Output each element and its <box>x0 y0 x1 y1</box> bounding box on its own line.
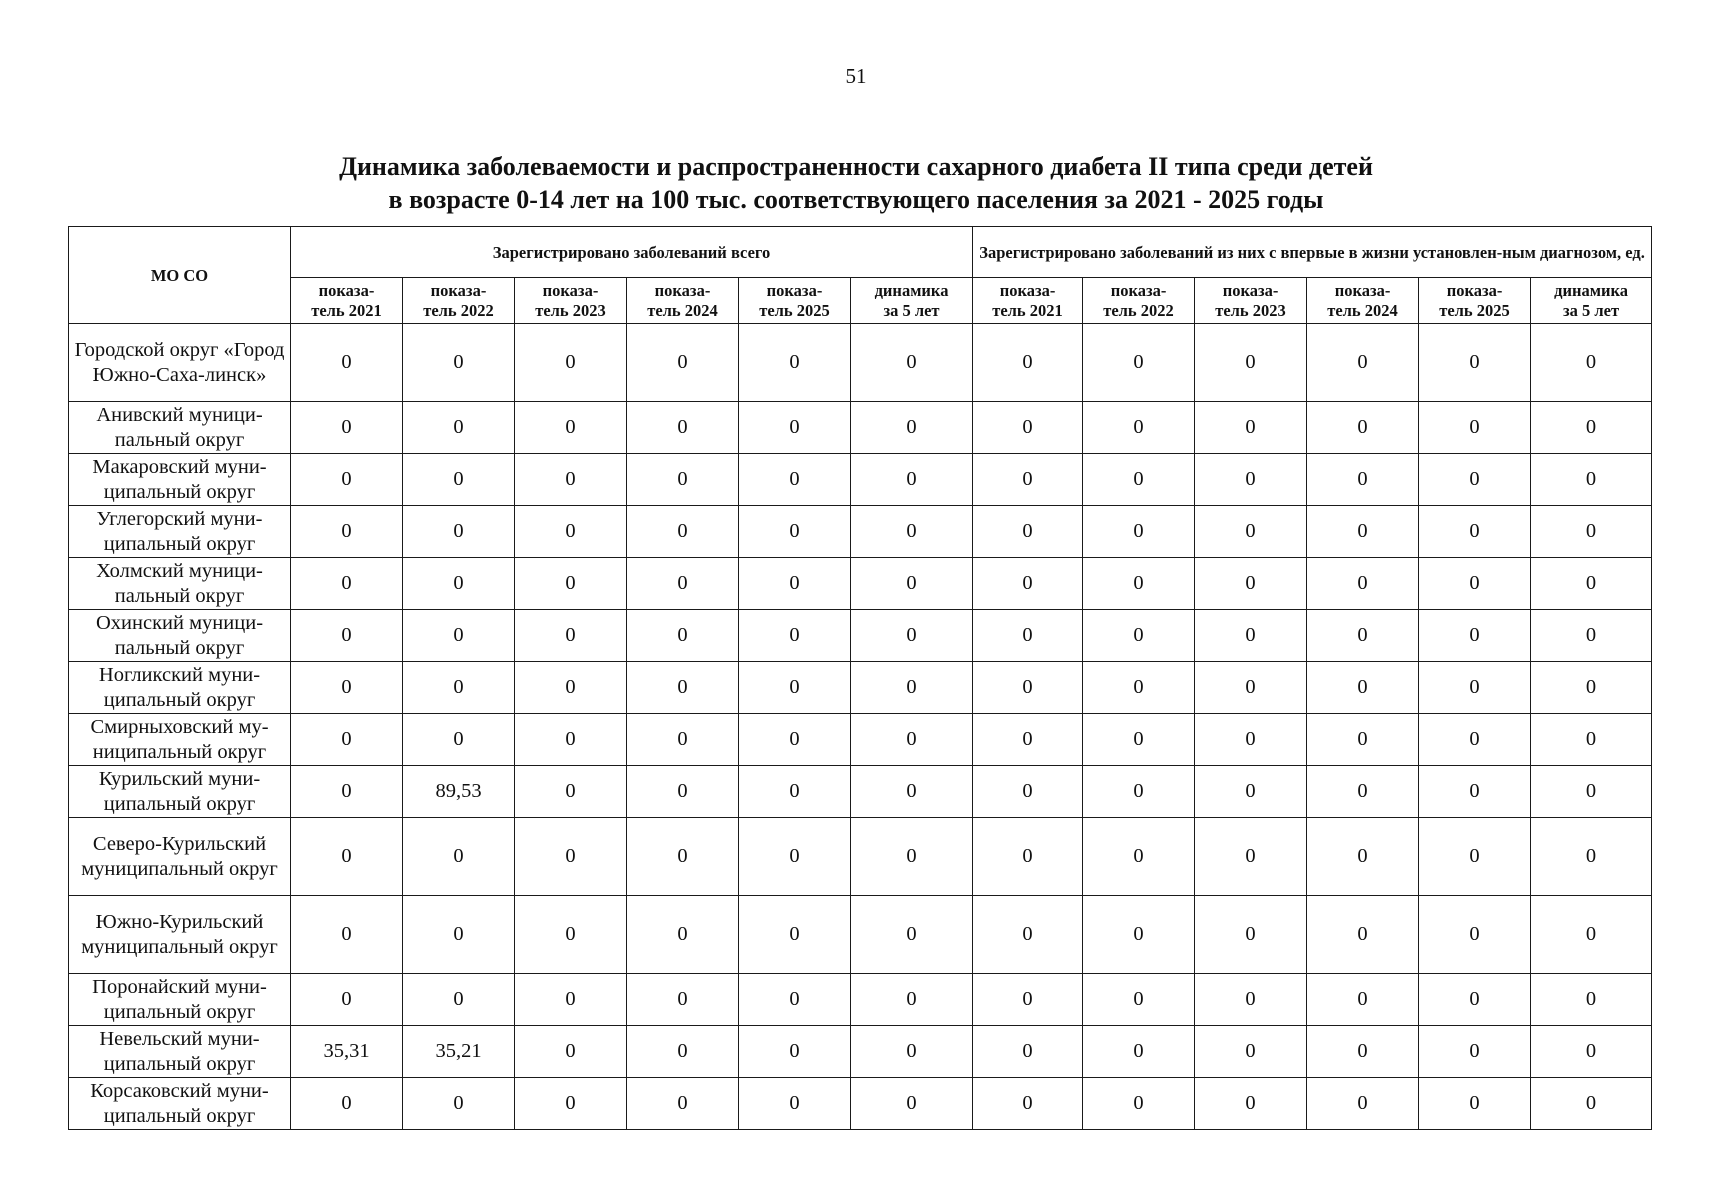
value-cell: 0 <box>515 974 627 1026</box>
value-cell: 0 <box>1083 402 1195 454</box>
value-cell: 0 <box>291 610 403 662</box>
table-row <box>69 558 1652 610</box>
value-cell: 0 <box>627 506 739 558</box>
table-row <box>69 506 1652 558</box>
value-cell: 0 <box>515 766 627 818</box>
value-cell: 0 <box>851 662 973 714</box>
value-cell: 0 <box>1307 662 1419 714</box>
column-header-line: за 5 лет <box>883 300 940 320</box>
value-cell: 0 <box>291 766 403 818</box>
value-cell: 0 <box>739 662 851 714</box>
value-cell: 0 <box>739 1078 851 1130</box>
value-cell: 0 <box>403 818 515 896</box>
value-cell: 0 <box>515 1026 627 1078</box>
column-header-indicator <box>403 278 515 324</box>
value-cell: 0 <box>515 896 627 974</box>
value-cell: 0 <box>1083 610 1195 662</box>
value-cell: 0 <box>851 714 973 766</box>
value-cell: 0 <box>627 324 739 402</box>
value-cell: 0 <box>973 896 1083 974</box>
value-cell: 0 <box>973 974 1083 1026</box>
value-cell: 0 <box>1419 818 1531 896</box>
column-header-mo: МО СО <box>69 227 291 324</box>
value-cell: 0 <box>1531 610 1652 662</box>
column-header-line: тель 2024 <box>647 300 718 320</box>
value-cell: 0 <box>1307 818 1419 896</box>
value-cell: 0 <box>1307 1078 1419 1130</box>
value-cell: 0 <box>627 896 739 974</box>
value-cell: 0 <box>291 662 403 714</box>
column-header-line: показа- <box>1446 280 1503 300</box>
value-cell: 0 <box>739 896 851 974</box>
value-cell: 0 <box>515 610 627 662</box>
region-name: Охинский муници-пальный округ <box>69 610 291 662</box>
column-header-indicator <box>1419 278 1531 324</box>
value-cell: 0 <box>1531 662 1652 714</box>
value-cell: 0 <box>973 1078 1083 1130</box>
value-cell: 0 <box>515 324 627 402</box>
value-cell: 0 <box>1307 558 1419 610</box>
value-cell: 0 <box>1531 506 1652 558</box>
table-row <box>69 714 1652 766</box>
value-cell: 0 <box>1083 818 1195 896</box>
value-cell: 0 <box>973 506 1083 558</box>
value-cell: 0 <box>291 818 403 896</box>
value-cell: 0 <box>739 766 851 818</box>
column-header-line: показа- <box>1110 280 1167 300</box>
value-cell: 0 <box>403 974 515 1026</box>
value-cell: 0 <box>1195 766 1307 818</box>
value-cell: 0 <box>291 1078 403 1130</box>
value-cell: 0 <box>1531 1078 1652 1130</box>
value-cell: 0 <box>1195 1026 1307 1078</box>
column-header-line: динамика <box>874 280 949 300</box>
value-cell: 0 <box>1083 558 1195 610</box>
value-cell: 0 <box>403 1078 515 1130</box>
value-cell: 0 <box>1419 896 1531 974</box>
value-cell: 0 <box>739 610 851 662</box>
value-cell: 89,53 <box>403 766 515 818</box>
value-cell: 0 <box>1419 506 1531 558</box>
group-header-total: Зарегистрировано заболеваний всего <box>291 227 973 278</box>
column-header-line: показа- <box>766 280 823 300</box>
value-cell: 0 <box>515 402 627 454</box>
column-header-indicator <box>739 278 851 324</box>
table-row <box>69 818 1652 896</box>
value-cell: 0 <box>1307 714 1419 766</box>
value-cell: 0 <box>1307 896 1419 974</box>
value-cell: 0 <box>1083 454 1195 506</box>
value-cell: 0 <box>1307 454 1419 506</box>
column-header-line: тель 2023 <box>535 300 606 320</box>
value-cell: 0 <box>1195 974 1307 1026</box>
value-cell: 0 <box>1195 662 1307 714</box>
title-line-2: в возрасте 0-14 лет на 100 тыс. соответствующего паселения за 2021 - 2025 годы <box>388 185 1324 214</box>
value-cell: 0 <box>739 558 851 610</box>
column-header-line: показа- <box>1222 280 1279 300</box>
value-cell: 0 <box>515 506 627 558</box>
value-cell: 0 <box>627 818 739 896</box>
value-cell: 0 <box>291 558 403 610</box>
value-cell: 0 <box>627 662 739 714</box>
value-cell: 0 <box>291 402 403 454</box>
value-cell: 0 <box>627 402 739 454</box>
value-cell: 0 <box>1195 714 1307 766</box>
value-cell: 0 <box>627 766 739 818</box>
title-line-1: Динамика заболеваемости и распространенности сахарного диабета II типа среди детей <box>339 152 1373 181</box>
column-header-line: тель 2021 <box>992 300 1063 320</box>
value-cell: 0 <box>1419 1026 1531 1078</box>
value-cell: 0 <box>1419 558 1531 610</box>
column-header-line: тель 2025 <box>1439 300 1510 320</box>
value-cell: 0 <box>403 324 515 402</box>
group-header-new-diagnosis: Зарегистрировано заболеваний из них с впервые в жизни установлен-ным диагнозом, ед. <box>973 227 1652 278</box>
value-cell: 0 <box>851 896 973 974</box>
value-cell: 0 <box>973 766 1083 818</box>
column-header-line: тель 2025 <box>759 300 830 320</box>
value-cell: 0 <box>1083 714 1195 766</box>
value-cell: 0 <box>973 1026 1083 1078</box>
value-cell: 0 <box>1195 1078 1307 1130</box>
value-cell: 0 <box>403 896 515 974</box>
value-cell: 0 <box>515 454 627 506</box>
value-cell: 0 <box>739 818 851 896</box>
table-row <box>69 1026 1652 1078</box>
value-cell: 0 <box>739 454 851 506</box>
value-cell: 0 <box>1419 402 1531 454</box>
value-cell: 0 <box>851 324 973 402</box>
value-cell: 0 <box>851 558 973 610</box>
region-name: Курильский муни-ципальный округ <box>69 766 291 818</box>
value-cell: 0 <box>1419 766 1531 818</box>
value-cell: 0 <box>739 506 851 558</box>
value-cell: 0 <box>1419 714 1531 766</box>
value-cell: 0 <box>1531 766 1652 818</box>
header-row-indicators <box>69 278 1652 324</box>
value-cell: 0 <box>973 662 1083 714</box>
value-cell: 0 <box>1531 558 1652 610</box>
column-header-line: показа- <box>542 280 599 300</box>
column-header-line: тель 2023 <box>1215 300 1286 320</box>
value-cell: 0 <box>851 818 973 896</box>
column-header-line: тель 2022 <box>1103 300 1174 320</box>
value-cell: 35,21 <box>403 1026 515 1078</box>
value-cell: 0 <box>1083 1026 1195 1078</box>
value-cell: 0 <box>627 454 739 506</box>
table-row <box>69 454 1652 506</box>
column-header-indicator <box>627 278 739 324</box>
table-row <box>69 402 1652 454</box>
table-row <box>69 324 1652 402</box>
value-cell: 0 <box>627 974 739 1026</box>
value-cell: 0 <box>739 714 851 766</box>
column-header-indicator <box>515 278 627 324</box>
value-cell: 0 <box>739 1026 851 1078</box>
region-name: Холмский муници-пальный округ <box>69 558 291 610</box>
value-cell: 0 <box>1419 610 1531 662</box>
value-cell: 0 <box>515 1078 627 1130</box>
table-row <box>69 662 1652 714</box>
column-header-indicator <box>1307 278 1419 324</box>
value-cell: 0 <box>1531 818 1652 896</box>
table-row <box>69 1078 1652 1130</box>
value-cell: 0 <box>627 558 739 610</box>
value-cell: 0 <box>1083 974 1195 1026</box>
region-name: Корсаковский муни-ципальный округ <box>69 1078 291 1130</box>
value-cell: 0 <box>1083 896 1195 974</box>
value-cell: 0 <box>1531 402 1652 454</box>
value-cell: 0 <box>515 714 627 766</box>
value-cell: 0 <box>1307 402 1419 454</box>
value-cell: 0 <box>973 610 1083 662</box>
value-cell: 0 <box>851 766 973 818</box>
value-cell: 0 <box>627 1026 739 1078</box>
value-cell: 0 <box>1419 324 1531 402</box>
region-name: Городской округ «Город Южно-Саха-линск» <box>69 324 291 402</box>
value-cell: 0 <box>627 714 739 766</box>
value-cell: 0 <box>1195 818 1307 896</box>
value-cell: 0 <box>291 896 403 974</box>
value-cell: 0 <box>627 1078 739 1130</box>
table-row <box>69 610 1652 662</box>
value-cell: 0 <box>851 1026 973 1078</box>
value-cell: 0 <box>1307 766 1419 818</box>
page-number: 51 <box>845 64 867 88</box>
column-header-line: тель 2021 <box>311 300 382 320</box>
value-cell: 0 <box>1083 766 1195 818</box>
region-name: Ногликский муни-ципальный округ <box>69 662 291 714</box>
value-cell: 0 <box>291 714 403 766</box>
table-row <box>69 896 1652 974</box>
column-header-line: тель 2024 <box>1327 300 1398 320</box>
value-cell: 0 <box>1307 1026 1419 1078</box>
value-cell: 0 <box>851 454 973 506</box>
region-name: Северо-Курильский муниципальный округ <box>69 818 291 896</box>
region-name: Углегорский муни-ципальный округ <box>69 506 291 558</box>
value-cell: 0 <box>1531 324 1652 402</box>
header-row-groups <box>69 227 1652 278</box>
value-cell: 0 <box>403 662 515 714</box>
value-cell: 0 <box>515 818 627 896</box>
morbidity-table <box>68 226 1652 1130</box>
value-cell: 0 <box>403 454 515 506</box>
value-cell: 0 <box>1307 324 1419 402</box>
region-name: Южно-Курильский муниципальный округ <box>69 896 291 974</box>
column-header-indicator <box>1195 278 1307 324</box>
table-row <box>69 766 1652 818</box>
value-cell: 0 <box>851 402 973 454</box>
value-cell: 0 <box>1419 974 1531 1026</box>
column-header-indicator <box>1083 278 1195 324</box>
value-cell: 0 <box>403 610 515 662</box>
value-cell: 0 <box>1419 1078 1531 1130</box>
value-cell: 0 <box>291 974 403 1026</box>
value-cell: 0 <box>973 324 1083 402</box>
value-cell: 0 <box>1195 324 1307 402</box>
value-cell: 0 <box>1531 896 1652 974</box>
value-cell: 0 <box>1419 454 1531 506</box>
column-header-line: показа- <box>318 280 375 300</box>
value-cell: 0 <box>973 818 1083 896</box>
value-cell: 0 <box>291 506 403 558</box>
value-cell: 0 <box>1307 506 1419 558</box>
value-cell: 0 <box>1083 662 1195 714</box>
value-cell: 0 <box>403 714 515 766</box>
value-cell: 0 <box>403 506 515 558</box>
value-cell: 0 <box>1195 558 1307 610</box>
value-cell: 0 <box>1083 324 1195 402</box>
value-cell: 0 <box>973 402 1083 454</box>
value-cell: 35,31 <box>291 1026 403 1078</box>
column-header-line: показа- <box>654 280 711 300</box>
value-cell: 0 <box>1531 454 1652 506</box>
value-cell: 0 <box>1195 454 1307 506</box>
column-header-indicator <box>973 278 1083 324</box>
value-cell: 0 <box>973 714 1083 766</box>
column-header-indicator <box>851 278 973 324</box>
column-header-indicator <box>291 278 403 324</box>
region-name: Поронайский муни-ципальный округ <box>69 974 291 1026</box>
value-cell: 0 <box>403 558 515 610</box>
value-cell: 0 <box>1531 974 1652 1026</box>
document-title <box>0 150 1712 216</box>
column-header-line: за 5 лет <box>1563 300 1620 320</box>
value-cell: 0 <box>1531 1026 1652 1078</box>
value-cell: 0 <box>851 610 973 662</box>
value-cell: 0 <box>851 1078 973 1130</box>
value-cell: 0 <box>515 662 627 714</box>
value-cell: 0 <box>739 974 851 1026</box>
table-row <box>69 974 1652 1026</box>
region-name: Смирныховский му-ниципальный округ <box>69 714 291 766</box>
value-cell: 0 <box>851 974 973 1026</box>
value-cell: 0 <box>291 454 403 506</box>
column-header-line: тель 2022 <box>423 300 494 320</box>
value-cell: 0 <box>1307 974 1419 1026</box>
table-body <box>69 324 1652 1130</box>
value-cell: 0 <box>515 558 627 610</box>
value-cell: 0 <box>403 402 515 454</box>
value-cell: 0 <box>739 324 851 402</box>
column-header-line: показа- <box>430 280 487 300</box>
value-cell: 0 <box>1531 714 1652 766</box>
value-cell: 0 <box>1083 1078 1195 1130</box>
region-name: Анивский муници-пальный округ <box>69 402 291 454</box>
column-header-indicator <box>1531 278 1652 324</box>
value-cell: 0 <box>1195 506 1307 558</box>
column-header-line: показа- <box>999 280 1056 300</box>
value-cell: 0 <box>739 402 851 454</box>
column-header-line: динамика <box>1554 280 1628 300</box>
value-cell: 0 <box>851 506 973 558</box>
column-header-line: показа- <box>1334 280 1391 300</box>
value-cell: 0 <box>627 610 739 662</box>
value-cell: 0 <box>1195 402 1307 454</box>
region-name: Невельский муни-ципальный округ <box>69 1026 291 1078</box>
region-name: Макаровский муни-ципальный округ <box>69 454 291 506</box>
value-cell: 0 <box>1083 506 1195 558</box>
value-cell: 0 <box>1195 896 1307 974</box>
value-cell: 0 <box>1307 610 1419 662</box>
value-cell: 0 <box>1419 662 1531 714</box>
value-cell: 0 <box>973 454 1083 506</box>
value-cell: 0 <box>1195 610 1307 662</box>
value-cell: 0 <box>973 558 1083 610</box>
value-cell: 0 <box>291 324 403 402</box>
